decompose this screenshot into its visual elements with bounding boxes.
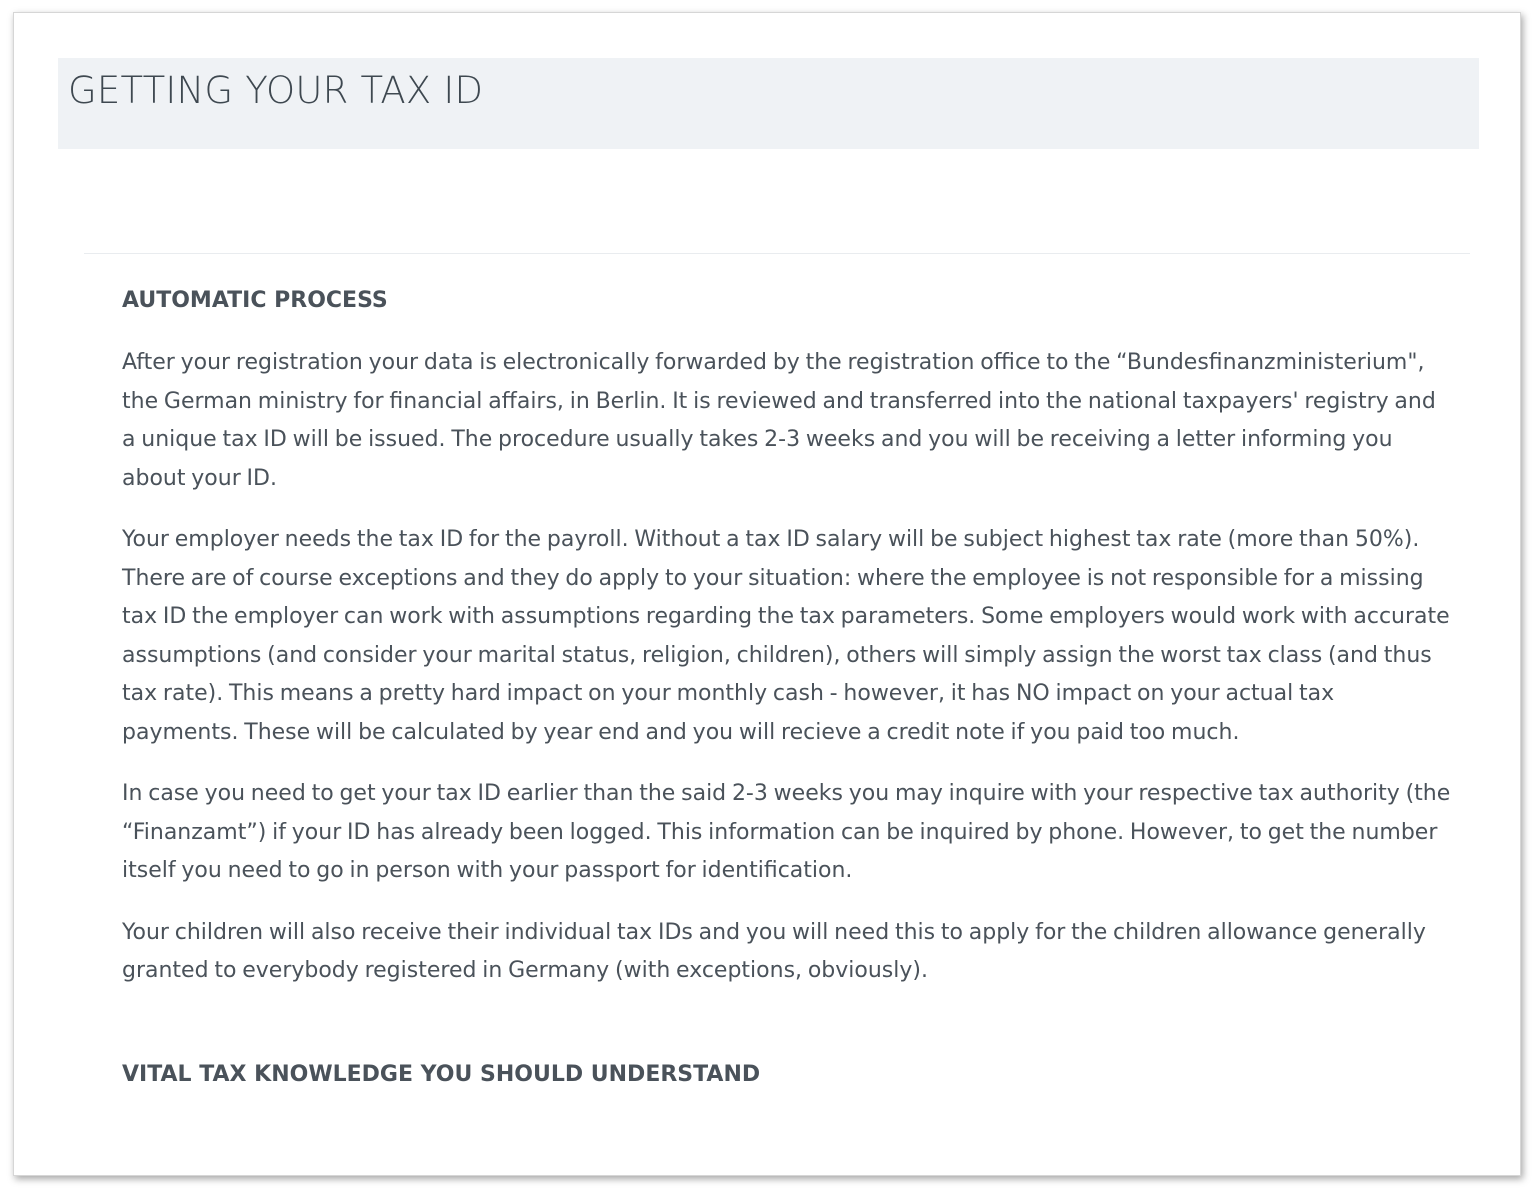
article-body <box>122 285 1452 1091</box>
title-banner <box>58 58 1479 149</box>
paragraph-employer-payroll: Your employer needs the tax ID for the payroll. Without a tax ID salary will be subject highest tax rate (more than 50%). There are of course exceptions and they do apply to your situation: where the employee is not responsible for a missing tax ID the employer can work with assumptions regarding the tax parameters. Some employers would work with accurate assumptions (and consider your marital status, religion, children), others will simply assign the worst tax class (and thus tax rate). This means a pretty hard impact on your monthly cash - however, it has NO impact on your actual tax payments. These will be calculated by year end and you will recieve a credit note if you paid too much. <box>122 527 1450 745</box>
paragraph-registration-forwarding: After your registration your data is electronically forwarded by the registration office to the “Bundesfinanzministerium", the German ministry for financial affairs, in Berlin. It is reviewed and transferred into the national taxpayers' registry and a unique tax ID will be issued. The procedure usually takes 2-3 weeks and you will be receiving a letter informing you about your ID. <box>122 350 1436 491</box>
section-divider <box>84 253 1470 254</box>
section-heading-automatic-process: AUTOMATIC PROCESS <box>122 288 388 313</box>
paragraph-early-tax-id: In case you need to get your tax ID earlier than the said 2-3 weeks you may inquire with your respective tax authority (the “Finanzamt”) if your ID has already been logged. This information can be inquired by phone. However, to get the number itself you need to go in person with your passport for identification. <box>122 781 1451 883</box>
section-heading-vital-tax-knowledge: VITAL TAX KNOWLEDGE YOU SHOULD UNDERSTAND <box>122 1061 761 1087</box>
page-title: GETTING YOUR TAX ID <box>68 69 484 112</box>
document-frame <box>13 12 1521 1176</box>
paragraph-children-tax-ids: Your children will also receive their individual tax IDs and you will need this to apply for the children allowance generally granted to everybody registered in Germany (with exceptions, obviously). <box>122 919 1426 983</box>
